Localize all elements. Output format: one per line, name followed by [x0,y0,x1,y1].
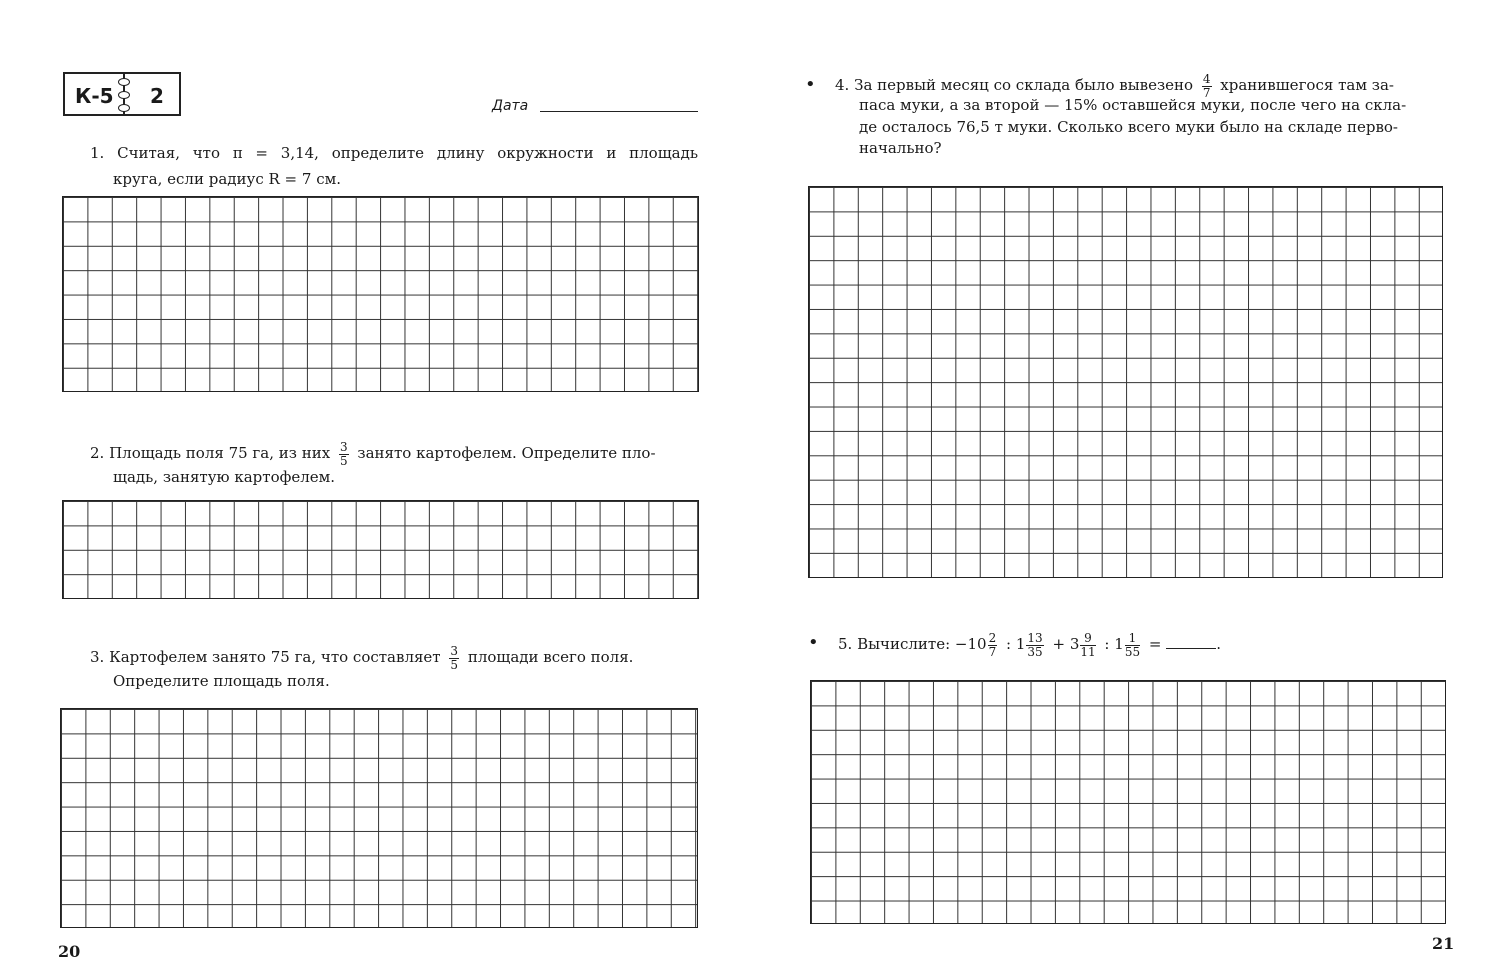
fraction: $\frac{3}{5}$ [339,439,348,468]
work-code-box [63,72,181,116]
task-number: 4. [835,76,850,94]
answer-grid-1[interactable] [62,196,699,392]
answer-grid-5[interactable] [810,680,1446,924]
binder-ring-icon [118,78,130,86]
operator: : [1104,635,1110,653]
task-text: Картофелем занято 75 га, что составляет [109,648,441,666]
page-number-right: 21 [1432,934,1455,953]
task-number: 3. [90,648,105,666]
date-label: Дата [492,98,529,114]
mixed-number: 3 $\frac{9}{11}$ [1069,630,1096,659]
task-text: За первый месяц со склада было вывезено [854,76,1194,94]
date-line[interactable] [540,111,698,112]
task-text: Площадь поля 75 га, из них [109,444,331,462]
task-3 [90,644,698,694]
task-text: круга, если радиус R = 7 см. [113,170,342,188]
task-text: занято картофелем. Определите пло- [357,444,656,462]
fraction: $\frac{4}{7}$ [1202,71,1211,100]
binder-ring-icon [118,104,130,112]
period: . [1216,635,1222,653]
answer-grid-3[interactable] [60,708,698,928]
operator: = [1148,635,1162,653]
task-1 [90,140,698,192]
bullet-icon: • [805,74,816,95]
task-number: 1. [90,144,105,162]
answer-grid-2[interactable] [62,500,699,599]
operator: + [1052,635,1066,653]
task-text: начально? [859,138,942,157]
bullet-icon: • [808,632,819,653]
task-text: хранившегося там за- [1220,76,1394,94]
task-text: Вычислите: [857,635,951,653]
answer-grid-4[interactable] [808,186,1443,578]
work-code: К-5 [75,84,114,108]
fraction: $\frac{3}{5}$ [450,643,459,672]
task-5 [838,624,1398,664]
operator: : [1006,635,1012,653]
variant-number: 2 [150,84,164,108]
page-number-left: 20 [58,942,81,961]
task-text: паса муки, а за второй — 15% оставшейся муки, после чего на скла- [859,95,1407,114]
task-text: щадь, занятую картофелем. [113,467,336,486]
task-text: Считая, что π = 3,14, определите длину окружности и площадь [117,144,698,162]
binder-ring-icon [118,91,130,99]
task-number: 5. [838,635,853,653]
mixed-number: 1 $\frac{1}{55}$ [1114,630,1141,659]
answer-blank[interactable] [1166,634,1216,649]
task-text: площади всего поля. [467,648,634,666]
mixed-number: −10 $\frac{2}{7}$ [954,630,997,659]
right-page [750,0,1500,979]
task-2 [90,440,698,490]
task-4 [835,72,1440,158]
task-text: де осталось 76,5 т муки. Сколько всего муки было на складе перво- [859,117,1399,136]
mixed-number: 1 $\frac{13}{35}$ [1015,630,1043,659]
task-number: 2. [90,444,105,462]
task-text: Определите площадь поля. [113,671,330,690]
